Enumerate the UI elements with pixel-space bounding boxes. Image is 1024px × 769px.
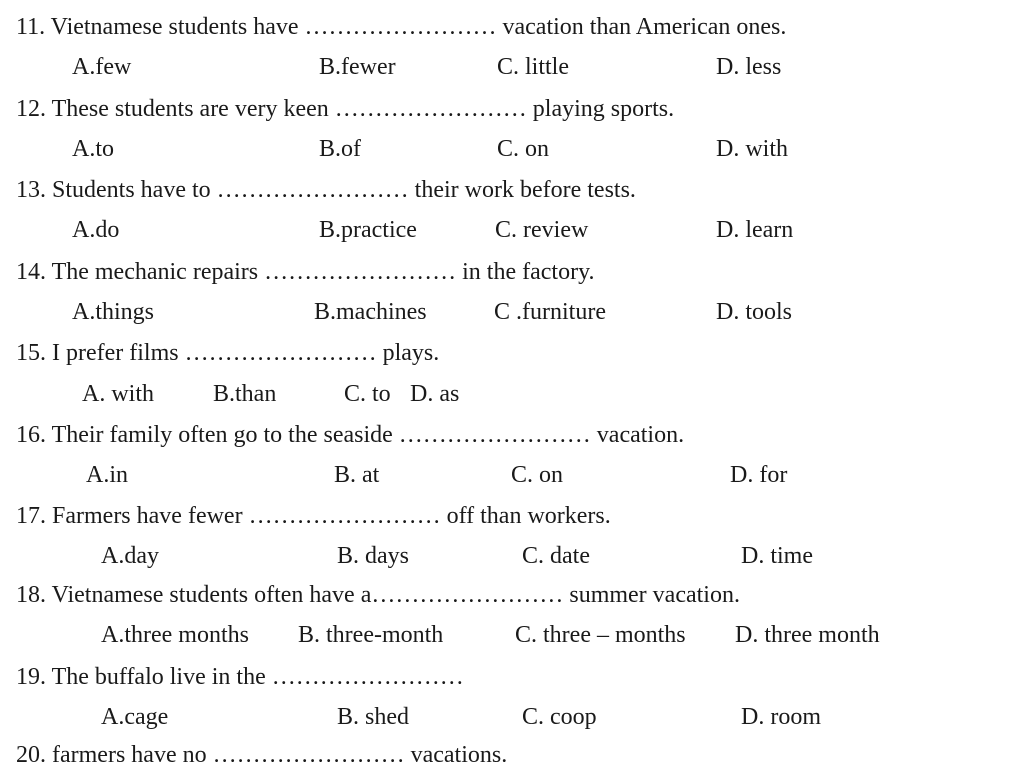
question-18-option-d[interactable]: D. three month [735, 622, 880, 648]
question-17-stem: 17. Farmers have fewer …………………… off than workers. [16, 503, 611, 529]
question-16-stem: 16. Their family often go to the seaside …………………… vacation. [16, 422, 685, 448]
question-16-option-c[interactable]: C. on [511, 462, 564, 488]
question-17-option-c[interactable]: C. date [522, 543, 590, 569]
question-15-option-b[interactable]: B.than [213, 381, 277, 407]
question-15-option-c[interactable]: C. to [344, 381, 391, 407]
question-13-stem: 13. Students have to …………………… their work before tests. [16, 177, 636, 203]
question-11-stem: 11. Vietnamese students have …………………… vacation than American ones. [16, 14, 787, 40]
question-12-option-d[interactable]: D. with [716, 136, 788, 162]
question-14-option-a[interactable]: A.things [72, 299, 155, 325]
question-19-option-c[interactable]: C. coop [522, 704, 597, 730]
question-17-option-a[interactable]: A.day [101, 543, 159, 569]
question-15-stem: 15. I prefer films …………………… plays. [16, 340, 440, 366]
question-16-option-a[interactable]: A.in [86, 462, 128, 488]
question-11-option-b[interactable]: B.fewer [319, 54, 396, 80]
question-11-option-c[interactable]: C. little [497, 54, 569, 80]
question-18-stem: 18. Vietnamese students often have a…………………… summer vacation. [16, 582, 740, 608]
question-13-option-a[interactable]: A.do [72, 217, 120, 243]
question-12-option-a[interactable]: A.to [72, 136, 114, 162]
question-20-stem-partial: 20. farmers have no …………………… vacations. [16, 742, 508, 768]
question-18-option-b[interactable]: B. three-month [298, 622, 444, 648]
question-15-option-d[interactable]: D. as [410, 381, 460, 407]
question-14-option-b[interactable]: B.machines [314, 299, 427, 325]
question-15-option-a[interactable]: A. with [82, 381, 154, 407]
question-17-option-d[interactable]: D. time [741, 543, 813, 569]
question-14-option-d[interactable]: D. tools [716, 299, 793, 325]
question-19-option-a[interactable]: A.cage [101, 704, 169, 730]
question-19-stem: 19. The buffalo live in the …………………… [16, 664, 464, 690]
question-19-option-b[interactable]: B. shed [337, 704, 409, 730]
question-18-option-c[interactable]: C. three – months [515, 622, 686, 648]
question-14-stem: 14. The mechanic repairs …………………… in the factory. [16, 259, 595, 285]
question-11-option-d[interactable]: D. less [716, 54, 782, 80]
question-11-option-a[interactable]: A.few [72, 54, 132, 80]
question-16-option-d[interactable]: D. for [730, 462, 788, 488]
question-18-option-a[interactable]: A.three months [101, 622, 249, 648]
question-13-option-d[interactable]: D. learn [716, 217, 794, 243]
question-12-option-c[interactable]: C. on [497, 136, 550, 162]
question-17-option-b[interactable]: B. days [337, 543, 409, 569]
question-13-option-c[interactable]: C. review [495, 217, 589, 243]
question-16-option-b[interactable]: B. at [334, 462, 380, 488]
question-13-option-b[interactable]: B.practice [319, 217, 417, 243]
question-12-stem: 12. These students are very keen …………………… playing sports. [16, 96, 675, 122]
question-14-option-c[interactable]: C .furniture [494, 299, 606, 325]
question-12-option-b[interactable]: B.of [319, 136, 361, 162]
question-19-option-d[interactable]: D. room [741, 704, 821, 730]
